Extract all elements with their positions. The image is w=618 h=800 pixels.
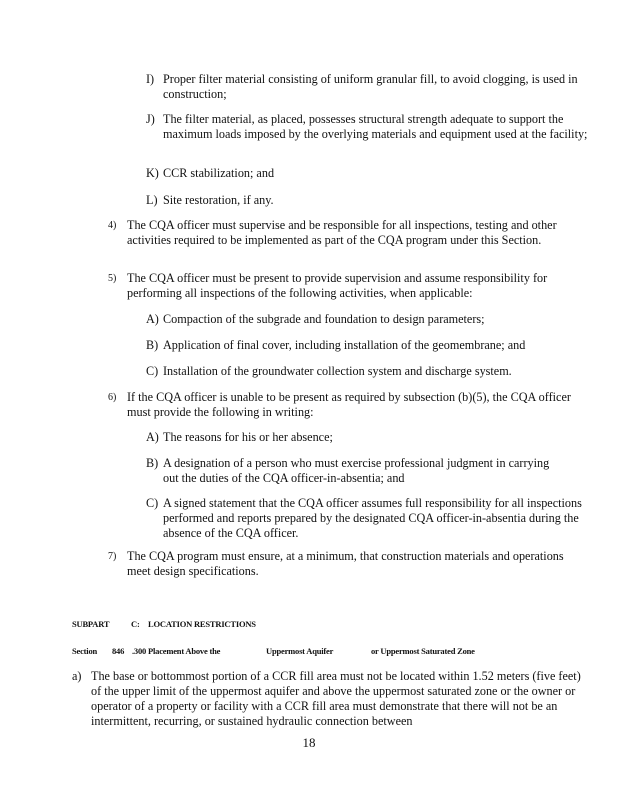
- item-text: Proper filter material consisting of uniform granular fill, to avoid clogging, is used in construction;: [163, 72, 578, 101]
- paragraph-a: [72, 669, 592, 729]
- section-number: 846: [112, 646, 125, 656]
- list-item: [108, 271, 578, 301]
- list-item: [146, 72, 591, 102]
- item-text: The CQA officer must supervise and be responsible for all inspections, testing and other activities required to be implemented as part of the CQA program under this Section.: [127, 218, 557, 247]
- list-item: [146, 312, 591, 327]
- item-label: C): [146, 496, 159, 510]
- list-item: [146, 166, 591, 181]
- item-label: A): [146, 430, 159, 444]
- page-number: 18: [302, 735, 316, 750]
- item-label: K): [146, 166, 159, 180]
- item-label: 6): [108, 392, 117, 403]
- list-item: [146, 338, 591, 353]
- item-text: Compaction of the subgrade and foundation to design parameters;: [163, 312, 485, 326]
- item-text: Installation of the groundwater collection system and discharge system.: [163, 364, 512, 378]
- list-item: [146, 456, 566, 486]
- item-label: C): [146, 364, 159, 378]
- section-title-part-2: Uppermost Aquifer: [266, 646, 334, 656]
- section-title-part-1: .300 Placement Above the: [132, 646, 221, 656]
- item-text: The filter material, as placed, possesses structural strength adequate to support the maximum loads imposed by the overlying materials and equipment used at the facility;: [163, 112, 588, 141]
- item-text: The CQA officer must be present to provide supervision and assume responsibility for performing all inspections of the following activities, when applicable:: [127, 271, 548, 300]
- subpart-title: LOCATION RESTRICTIONS: [148, 619, 256, 629]
- list-item: [146, 496, 591, 541]
- list-item: [146, 193, 591, 208]
- item-label: B): [146, 338, 159, 352]
- item-text: A signed statement that the CQA officer assumes full responsibility for all inspections performed and reports prepared by the designated CQA officer-in-absentia during the absence of the CQA officer.: [163, 496, 582, 540]
- item-label: 4): [108, 220, 117, 231]
- section-word: Section: [72, 646, 98, 656]
- list-item: [146, 364, 591, 379]
- item-text: If the CQA officer is unable to be present as required by subsection (b)(5), the CQA officer must provide the following in writing:: [127, 390, 571, 419]
- item-text: The CQA program must ensure, at a minimum, that construction materials and operations meet design specifications.: [127, 549, 564, 578]
- subpart-letter: C:: [131, 619, 140, 629]
- item-label: J): [146, 112, 155, 126]
- item-label: 5): [108, 273, 117, 284]
- item-label: A): [146, 312, 159, 326]
- list-item: [108, 218, 574, 248]
- item-label: L): [146, 193, 158, 207]
- item-label: 7): [108, 551, 117, 562]
- subpart-word: SUBPART: [72, 619, 110, 629]
- list-item: [146, 112, 596, 142]
- paragraph-label: a): [72, 669, 82, 683]
- section-title-part-3: or Uppermost Saturated Zone: [371, 646, 475, 656]
- list-item: [108, 549, 578, 579]
- item-label: I): [146, 72, 155, 86]
- item-text: A designation of a person who must exercise professional judgment in carrying out the duties of the CQA officer-in-absentia; and: [163, 456, 550, 485]
- item-label: B): [146, 456, 159, 470]
- list-item: [146, 430, 591, 445]
- item-text: The reasons for his or her absence;: [163, 430, 333, 444]
- item-text: CCR stabilization; and: [163, 166, 275, 180]
- item-text: Application of final cover, including installation of the geomembrane; and: [163, 338, 526, 352]
- list-item: [108, 390, 578, 420]
- item-text: Site restoration, if any.: [163, 193, 274, 207]
- paragraph-text: The base or bottommost portion of a CCR fill area must not be located within 1.52 meters (five feet) of the upper limit of the uppermost aquifer and above the uppermost saturated zone or the owner or operator of a property or facility with a CCR fill area must demonstrate that there will not be an intermittent, recurring, or sustained hydraulic connection between: [91, 669, 581, 728]
